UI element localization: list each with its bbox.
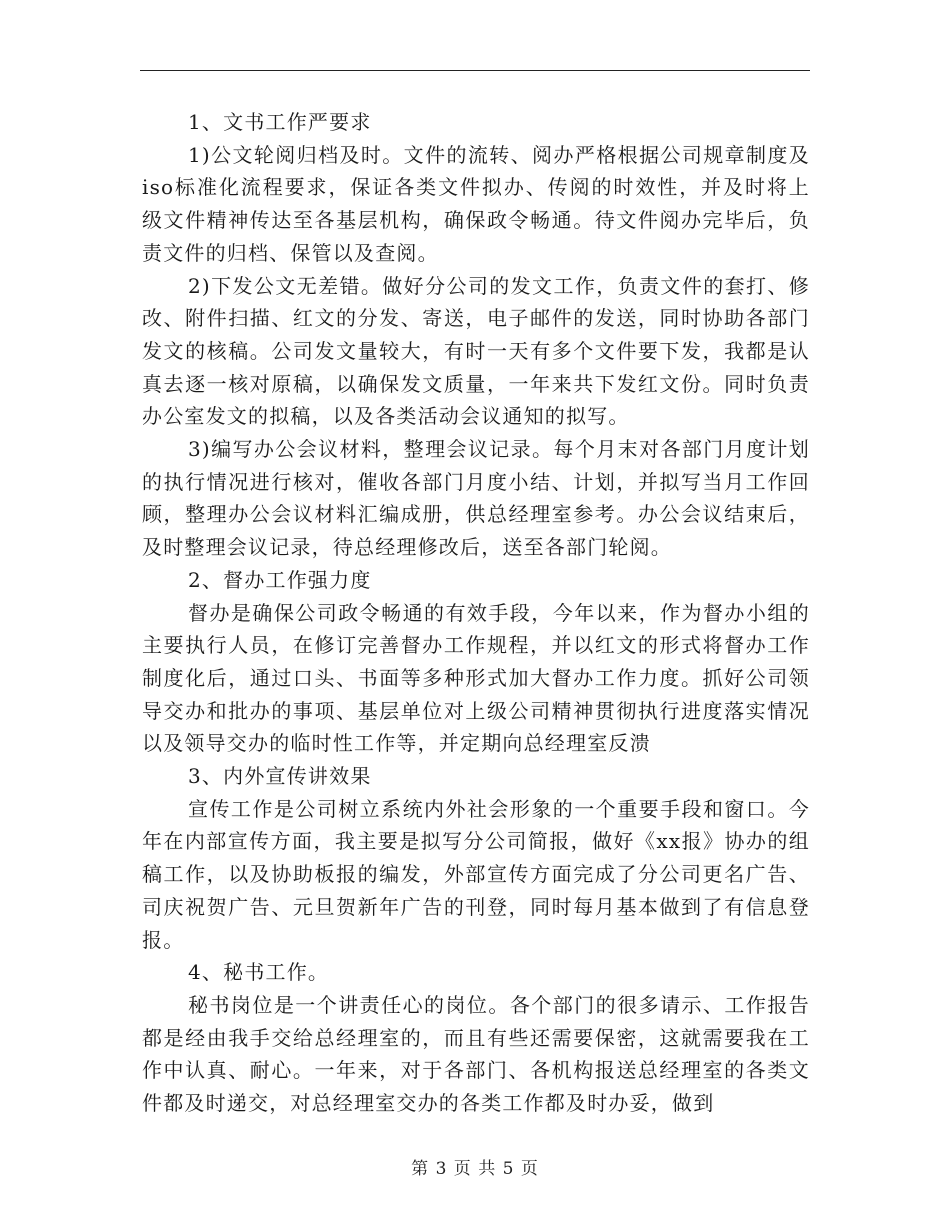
paragraph: 宣传工作是公司树立系统内外社会形象的一个重要手段和窗口。今年在内部宣传方面，我主要是拟写分公司简报，做好《xx报》协办的组稿工作，以及协助板报的编发，外部宣传方面完成了分公司更名广告、司庆祝贺广告、元旦贺新年广告的刊登，同时每月基本做到了有信息登报。: [142, 796, 810, 952]
footer-middle: 页 共: [453, 1159, 497, 1179]
paragraph: 2)下发公文无差错。做好分公司的发文工作，负责文件的套打、修改、附件扫描、红文的分发、寄送，电子邮件的发送，同时协助各部门发文的核稿。公司发文量较大，有时一天有多个文件要下发，我都是认真去逐一核对原稿，以确保发文质量，一年来共下发红文份。同时负责办公室发文的拟稿，以及各类活动会议通知的拟写。: [142, 273, 810, 429]
footer-suffix: 页: [520, 1159, 539, 1179]
paragraph: 督办是确保公司政令畅通的有效手段，今年以来，作为督办小组的主要执行人员，在修订完善督办工作规程，并以红文的形式将督办工作制度化后，通过口头、书面等多种形式加大督办工作力度。抓好公司领导交办和批办的事项、基层单位对上级公司精神贯彻执行进度落实情况以及领导交办的临时性工作等，并定期向总经理室反溃: [142, 600, 810, 756]
page-footer: [0, 1154, 950, 1179]
section-heading-supervision: 2、督办工作强力度: [188, 567, 372, 592]
section-heading-publicity: 3、内外宣传讲效果: [188, 764, 372, 789]
footer-current-page: 3: [435, 1159, 448, 1179]
section-heading-documents: 1、文书工作严要求: [188, 110, 372, 134]
header-rule: [140, 70, 810, 71]
section-heading-secretary: 4、秘书工作。: [188, 960, 330, 985]
document-body: [142, 106, 810, 1120]
footer-total-pages: 5: [502, 1159, 515, 1179]
paragraph: 秘书岗位是一个讲责任心的岗位。各个部门的很多请示、工作报告都是经由我手交给总经理室的，而且有些还需要保密，这就需要我在工作中认真、耐心。一年来，对于各部门、各机构报送总经理室的各类文件都及时递交，对总经理室交办的各类工作都及时办妥，做到: [142, 992, 810, 1116]
footer-prefix: 第: [411, 1159, 430, 1179]
paragraph: 1)公文轮阅归档及时。文件的流转、阅办严格根据公司规章制度及iso标准化流程要求，保证各类文件拟办、传阅的时效性，并及时将上级文件精神传达至各基层机构，确保政令畅通。待文件阅办完毕后，负责文件的归档、保管以及查阅。: [142, 142, 810, 265]
paragraph: 3)编写办公会议材料，整理会议记录。每个月末对各部门月度计划的执行情况进行核对，催收各部门月度小结、计划，并拟写当月工作回顾，整理办公会议材料汇编成册，供总经理室参考。办公会议结束后，及时整理会议记录，待总经理修改后，送至各部门轮阅。: [142, 437, 810, 560]
